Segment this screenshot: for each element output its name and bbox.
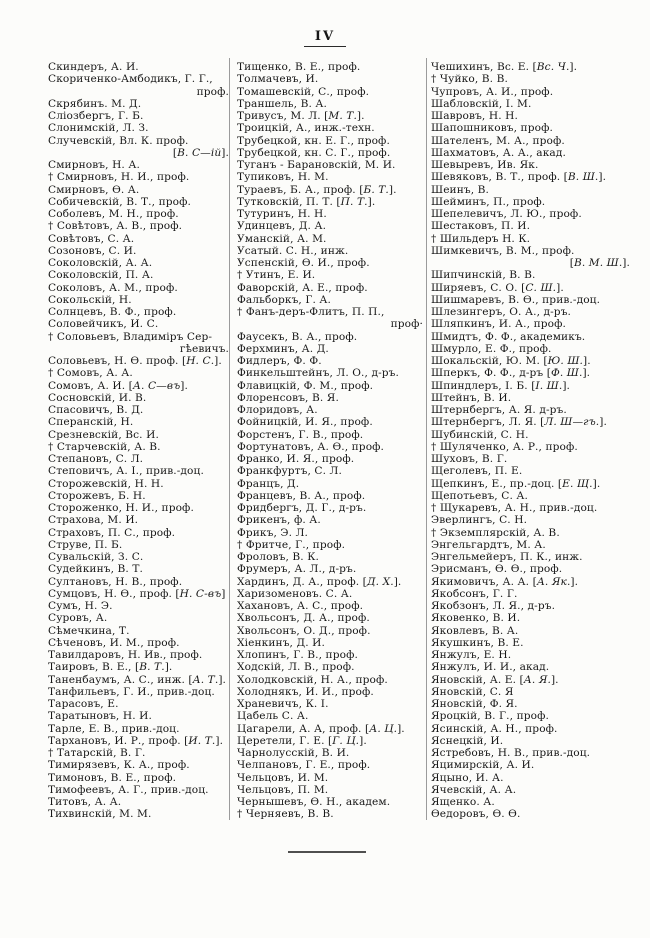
name-entry: Шавровъ, Н. Н. — [431, 110, 518, 122]
name-entry: † Утинъ, Е. И. — [237, 269, 316, 282]
name-entry: Смирновъ, Ѳ. А. — [48, 183, 140, 196]
name-entry: Слонимскій, Л. З. — [48, 122, 149, 135]
name-entry: Сѣмечкина, Т. — [48, 624, 130, 637]
entry-continuation: гѣевичъ. — [179, 342, 229, 355]
name-entry: Эрисманъ, Ѳ. Ѳ., проф. — [431, 563, 563, 576]
name-entry: Фрумеръ, А. Л., д-ръ. — [237, 563, 357, 576]
name-entry: Энгельмейеръ, П. К., инж. — [431, 551, 583, 563]
name-entry: Фрикенъ, ф. А. — [237, 514, 321, 527]
name-entry: Таратыновъ, Н. И. — [48, 710, 152, 723]
name-entry: Ходскій, Л. В., проф. — [237, 661, 355, 674]
name-entry: Хлопинъ, Г. В., проф. — [237, 649, 358, 661]
name-entry: Фаусекъ, В. А., проф. — [237, 330, 358, 343]
name-entry: Хвольсонъ, Д. А., проф. — [237, 612, 370, 625]
name-entry: Шишмаревъ, В. Ѳ., прив.-доц. — [431, 293, 601, 306]
name-entry: Чельцовъ, И. М. — [237, 771, 329, 784]
page-number-wrap — [0, 25, 650, 47]
name-entry: Срезневскій, Вс. И. — [48, 428, 159, 441]
name-entry: Троицкій, А., инж.-техн. — [237, 122, 375, 135]
name-entry: † Щукаревъ, А. Н., прив.-доц. — [431, 502, 598, 514]
name-entry: Фортунатовъ, А. Ѳ., проф. — [237, 440, 385, 453]
name-entry: † Старчевскій, А. В. — [48, 440, 161, 453]
name-entry: Таировъ, В. Е., [В. Т.]. — [48, 661, 173, 674]
name-entry: † Смирновъ, Н. И., проф. — [48, 171, 190, 184]
name-entry: Султановъ, Н. В., проф. — [48, 575, 183, 588]
name-entry: Шмидтъ, Ф. Ф., академикъ. — [431, 330, 586, 343]
name-entry: Тищенко, В. Е., проф. — [237, 61, 361, 73]
name-entry: Флоренсовъ, В. Я. — [237, 391, 339, 404]
name-entry: Суровъ, А. — [48, 612, 108, 625]
name-entry: Шперкъ, Ф. Ф., д-ръ [Ф. Ш.]. — [431, 367, 591, 380]
name-entry: Шокальскій, Ю. М. [Ю. Ш.]. — [431, 355, 591, 367]
name-entry: Трубецкой, кн. Е. Г., проф. — [237, 134, 390, 147]
name-entry: Соколовскій, А. А. — [48, 257, 153, 269]
name-entry: Шубинскій, С. Н. — [431, 428, 529, 441]
name-entry: Ферхминъ, А. Д. — [237, 342, 329, 355]
name-entry: Трубецкой, кн. С. Г., проф. — [237, 146, 391, 159]
name-entry: Шахматовъ, А. А., акад. — [431, 146, 566, 159]
name-entry: Шейминъ, П., проф. — [431, 195, 546, 208]
name-entry: Цабель С. А. — [237, 710, 309, 723]
name-entry: Шляпкинъ, И. А., проф. — [431, 318, 566, 331]
name-entry: Фроловъ, В. К. — [237, 551, 319, 563]
name-entry: † Совѣтовъ, А. В., проф. — [48, 220, 183, 233]
name-entry: Случевскій, Вл. К. проф. — [48, 134, 189, 147]
name-entry: Ячевскій, А. А. — [431, 783, 517, 796]
name-entry: Тархановъ, И. Р., проф. [И. Т.]. — [48, 734, 224, 747]
name-entry: Сторожевскій, Н. Н. — [48, 477, 164, 490]
name-entry: Энгельгардтъ, М. А. — [431, 538, 546, 551]
name-entry: Степановъ, С. Л. — [48, 453, 144, 465]
name-entry: Шпиндлеръ, І. Б. [І. Ш.]. — [431, 379, 571, 392]
name-entry: Чешихинъ, Вс. Е. [Вс. Ч.]. — [431, 61, 578, 73]
name-column — [237, 61, 423, 821]
name-entry: Сувальскій, З. С. — [48, 551, 144, 563]
name-entry: Янжулъ, Е. Н. — [431, 649, 512, 661]
name-entry: Шателенъ, М. А., проф. — [431, 134, 565, 147]
name-entry: Якимовичъ, А. А. [А. Як.]. — [431, 575, 579, 588]
name-entry: Францевъ, В. А., проф. — [237, 489, 366, 502]
column-divider-right — [426, 58, 427, 820]
name-entry: Ясинскій, А. Н., проф. — [431, 722, 558, 735]
name-entry: † Черняевъ, В. В. — [237, 808, 334, 821]
name-entry: Чупровъ, А. И., проф. — [431, 85, 554, 98]
name-entry: Флоридовъ, А. — [237, 404, 318, 416]
section-end-rule — [288, 851, 366, 853]
name-entry: † Татарскій, В. Г. — [48, 747, 146, 759]
name-entry: Таненбаумъ, А. С., инж. [А. Т.]. — [48, 673, 227, 686]
name-entry: Сумцовъ, Н. Ѳ., проф. [Н. С-въ] — [48, 587, 226, 600]
name-entry: Собичевскій, В. Т., проф. — [48, 195, 191, 208]
name-entry: Эверлингъ, С. Н. — [431, 514, 528, 527]
name-entry: † Соловьевъ, Владиміръ Сер- — [48, 330, 213, 343]
name-entry: Шлезингеръ, О. А., д-ръ. — [431, 306, 571, 318]
entry-continuation: проф· — [390, 318, 423, 331]
name-entry: Тупиковъ, Н. М. — [237, 171, 329, 184]
name-entry: Соболевъ, М. Н., проф. — [48, 208, 179, 220]
name-entry: Шевяковъ, В. Т., проф. [В. Ш.]. — [431, 171, 607, 184]
name-entry: Спасовичъ, В. Д. — [48, 404, 144, 416]
name-entry: † Фритче, Г., проф. — [237, 538, 346, 551]
name-entry: Титовъ, А. А. — [48, 796, 122, 808]
name-entry: Церетели, Г. Е. [Г. Ц.]. — [237, 734, 367, 747]
name-entry: † Чуйко, В. В. — [431, 73, 508, 86]
name-entry: Сѣченовъ, И. М., проф. — [48, 636, 180, 649]
name-entry: Удинцевъ, Д. А. — [237, 220, 327, 233]
name-entry: Яковлевъ, В. А. — [431, 624, 519, 637]
name-entry: Челпановъ, Г. Е., проф. — [237, 759, 371, 772]
name-entry: Соколовскій, П. А. — [48, 269, 154, 282]
name-entry: Яроцкій, В. Г., проф. — [431, 710, 549, 723]
name-entry: Шипчинскій, В. В. — [431, 269, 536, 282]
name-entry: Струве, П. Б. — [48, 538, 123, 551]
name-entry: Яцыно, И. А. — [431, 771, 504, 784]
name-entry: Соловейчикъ, И. С. — [48, 318, 159, 331]
name-entry: Якобзонъ, Л. Я., д-ръ. — [431, 600, 556, 612]
page-number: IV — [304, 29, 346, 47]
name-entry: Соловьевъ, Н. Ѳ. проф. [Н. С.]. — [48, 355, 222, 367]
name-entry: Тимирязевъ, К. А., проф. — [48, 759, 190, 772]
name-entry: Хахановъ, А. С., проф. — [237, 600, 364, 612]
entry-continuation: [В. М. Ш.]. — [569, 257, 630, 269]
name-entry: Шепелевичъ, Л. Ю., проф. — [431, 208, 582, 220]
name-entry: Чернышевъ, Ѳ. Н., академ. — [237, 796, 391, 808]
name-entry: Штернбергъ, А. Я. д-ръ. — [431, 404, 567, 416]
name-entry: Яковенко, В. И. — [431, 612, 521, 625]
name-entry: Траншель, В. А. — [237, 97, 327, 110]
name-entry: Скрябинъ. М. Д. — [48, 97, 142, 110]
name-entry: Сокольскій, Н. — [48, 293, 132, 306]
name-entry: Францъ, Д. — [237, 477, 300, 490]
name-entry: Форстенъ, Г. В., проф. — [237, 428, 364, 441]
name-entry: Тарле, Е. В., прив.-доц. — [48, 722, 180, 735]
name-entry: † Фанъ-деръ-Флитъ, П. П., — [237, 306, 385, 318]
name-entry: Яновскій, Ф. Я. — [431, 698, 518, 710]
name-entry: Хіенкинъ, Д. И. — [237, 636, 325, 649]
name-entry: Солнцевъ, В. Ф., проф. — [48, 306, 177, 318]
name-entry: Тарасовъ, Е. — [48, 698, 119, 710]
name-entry: Янжулъ, И. И., акад. — [431, 661, 550, 674]
name-entry: Усатый. С. Н., инж. — [237, 244, 349, 257]
name-entry: Чарнолусскій, В. И. — [237, 747, 350, 759]
name-entry: Хвольсонъ, О. Д., проф. — [237, 624, 371, 637]
name-entry: Сперанскій, Н. — [48, 416, 134, 429]
name-entry: Щеголевъ, П. Е. — [431, 465, 523, 478]
name-entry: † Шуляченко, А. Р., проф. — [431, 440, 578, 453]
name-entry: Тихвинскій, М. М. — [48, 808, 152, 821]
name-entry: Хардинъ, Д. А., проф. [Д. Х.]. — [237, 575, 402, 588]
name-entry: Смирновъ, Н. А. — [48, 159, 140, 171]
name-entry: Яснецкій, И. — [431, 734, 504, 747]
entry-continuation: проф. — [196, 85, 229, 98]
name-entry: Страховъ, П. С., проф. — [48, 526, 176, 539]
name-entry: Скиндеръ, А. И. — [48, 61, 139, 73]
name-entry: Тутуринъ, Н. Н. — [237, 208, 327, 220]
name-entry: Холодковскій, Н. А., проф. — [237, 673, 388, 686]
name-entry: Тавилдаровъ, Н. Ив., проф. — [48, 649, 203, 661]
name-entry: Харизоменовъ. С. А. — [237, 587, 353, 600]
name-entry: Флавицкій, Ф. М., проф. — [237, 379, 374, 392]
name-entry: Судейкинъ, В. Т. — [48, 563, 143, 576]
name-entry: Шимкевичъ, В. М., проф. — [431, 244, 575, 257]
name-entry: Штейнъ, В. И. — [431, 391, 512, 404]
name-entry: Созоновъ, С. И. — [48, 244, 137, 257]
name-entry: Шевыревъ, Ив. Як. — [431, 159, 539, 171]
name-entry: Франко, И. Я., проф. — [237, 453, 355, 465]
name-entry: Сомовъ, А. И. [А. С—въ]. — [48, 379, 188, 392]
column-divider-left — [229, 58, 230, 820]
name-entry: Шапошниковъ, проф. — [431, 122, 553, 135]
name-entry: Ястребовъ, Н. В., прив.-доц. — [431, 747, 591, 759]
name-entry: Яновскій, А. Е. [А. Я.]. — [431, 673, 559, 686]
name-entry: Чельцовъ, П. М. — [237, 783, 329, 796]
name-entry: Сосновскій, И. В. — [48, 391, 147, 404]
name-entry: Шуховъ, В. Г. — [431, 453, 508, 465]
name-entry: Соколовъ, А. М., проф. — [48, 281, 178, 294]
name-entry: Шабловскій, І. М. — [431, 97, 532, 110]
name-entry: Тимофеевъ, А. Г., прив.-доц. — [48, 783, 209, 796]
name-entry: Сумъ, Н. Э. — [48, 600, 113, 612]
name-entry: Ѳедоровъ, Ѳ. Ѳ. — [431, 808, 521, 821]
name-entry: Толмачевъ, И. — [237, 73, 319, 86]
name-entry: Ширяевъ, С. О. [С. Ш.]. — [431, 281, 564, 294]
name-column — [431, 61, 630, 821]
name-entry: Танфильевъ, Г. И., прив.-доц. — [48, 685, 215, 698]
name-entry: Холоднякъ, И. И., проф. — [237, 685, 374, 698]
name-entry: Тривусъ, М. Л. [М. Т.]. — [237, 110, 365, 122]
name-entry: † Шильдеръ Н. К. — [431, 232, 531, 245]
name-entry: † Сомовъ, А. А. — [48, 367, 133, 380]
name-entry: Скориченко-Амбодикъ, Г. Г., — [48, 73, 213, 86]
name-entry: Страхова, М. И. — [48, 514, 139, 527]
name-entry: Фидлеръ, Ф. Ф. — [237, 355, 322, 367]
name-entry: Фаворскій, А. Е., проф. — [237, 281, 368, 294]
name-entry: Якобсонъ, Г. Г. — [431, 587, 518, 600]
name-entry: Фрикъ, Э. Л. — [237, 526, 308, 539]
name-entry: Тураевъ, Б. А., проф. [Б. Т.]. — [237, 183, 397, 196]
name-entry: Совѣтовъ, С. А. — [48, 232, 135, 245]
name-entry: Шеинъ, В. — [431, 183, 490, 196]
name-entry: Яцимирскій, А. И. — [431, 759, 535, 772]
name-entry: Стороженко, Н. И., проф. — [48, 502, 194, 514]
name-entry: Туганъ - Барановскій, М. И. — [237, 159, 396, 171]
name-entry: Франкфуртъ, С. Л. — [237, 465, 342, 478]
name-entry: Щепотьевъ, С. А. — [431, 489, 528, 502]
name-entry: † Экземплярскій, А. В. — [431, 526, 560, 539]
entry-continuation: [В. С—ій]. — [172, 146, 229, 159]
name-entry: Щепкинъ, Е., пр.-доц. [Е. Щ.]. — [431, 477, 601, 490]
name-entry: Шестаковъ, П. И. — [431, 220, 531, 233]
name-entry: Цагарели, А. А, проф. [А. Ц.]. — [237, 722, 405, 735]
name-entry: Томашевскій, С., проф. — [237, 85, 370, 98]
name-entry: Успенскій, Ѳ. И., проф. — [237, 257, 370, 269]
name-entry: Фойницкій, И. Я., проф. — [237, 416, 373, 429]
name-entry: Ященко. А. — [431, 796, 495, 808]
name-entry: Фальборкъ, Г. А. — [237, 293, 331, 306]
name-entry: Финкельштейнъ, Л. О., д-ръ. — [237, 367, 399, 380]
name-entry: Степовичъ, А. І., прив.-доц. — [48, 465, 204, 478]
name-entry: Фридбергъ, Д. Г., д-ръ. — [237, 502, 367, 514]
name-entry: Уманскій, А. М. — [237, 232, 327, 245]
name-column — [48, 61, 229, 821]
name-entry: Тимоновъ, В. Е., проф. — [48, 771, 177, 784]
name-entry: Якушкинъ, В. Е. — [431, 636, 524, 649]
name-entry: Тутковскій, П. Т. [П. Т.]. — [237, 195, 376, 208]
name-entry: Сліозбергъ, Г. Б. — [48, 110, 144, 122]
name-entry: Шмурло, Е. Ф., проф. — [431, 342, 552, 355]
name-entry: Храневичъ, К. І. — [237, 698, 329, 710]
name-entry: Сторожевъ, Б. Н. — [48, 489, 146, 502]
name-entry: Штернбергъ, Л. Я. [Л. Ш—гъ.]. — [431, 416, 607, 429]
name-entry: Яновскій, С. Я — [431, 685, 514, 698]
